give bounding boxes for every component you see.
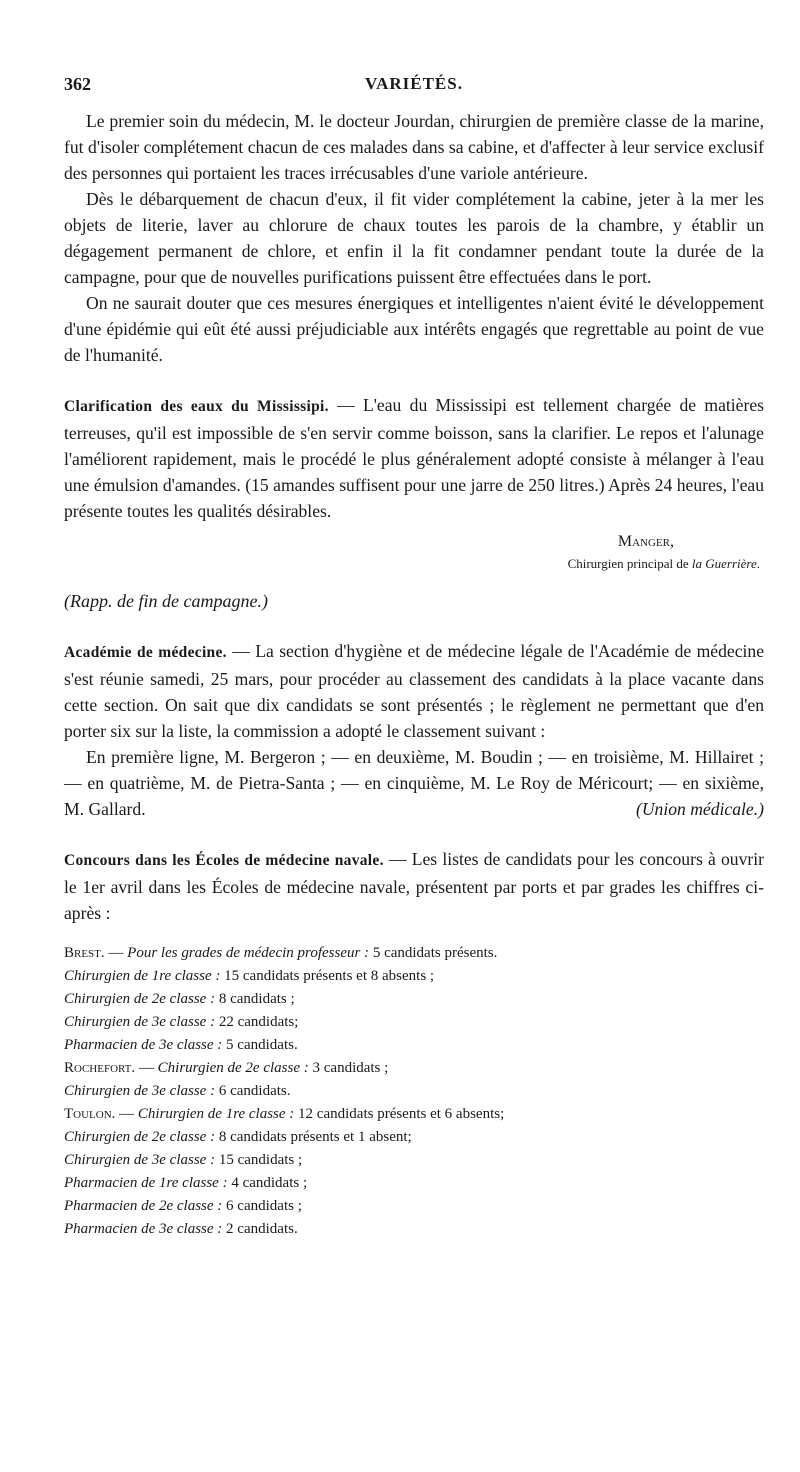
mississippi-paragraph bbox=[64, 392, 764, 524]
list-item: Chirurgien de 3e classe : 6 candidats. bbox=[64, 1083, 291, 1099]
list-item: Pharmacien de 1re classe : 4 candidats ; bbox=[64, 1175, 308, 1191]
concours-paragraph bbox=[64, 846, 764, 926]
page-header bbox=[64, 74, 764, 104]
list-item: Chirurgien de 2e classe : 8 candidats présents et 1 absent; bbox=[64, 1129, 412, 1145]
academie-source: (Union médicale.) bbox=[635, 799, 764, 819]
section-title-concours: Concours dans les Écoles de médecine navale. bbox=[64, 852, 384, 869]
list-item: Pharmacien de 3e classe : 5 candidats. bbox=[64, 1037, 298, 1053]
signature-role: Chirurgien principal de la Guerrière. bbox=[567, 556, 760, 571]
intro-paragraph-3: On ne saurait douter que ces mesures énergiques et intelligentes n'aient évité le développement d'une épidémie qui eût été aussi préjudiciable aux intérêts engagés que regrettable au point de vue de l'humanité. bbox=[64, 293, 764, 365]
intro-paragraph-2: Dès le débarquement de chacun d'eux, il fit vider complétement la cabine, jeter à la mer les objets de literie, laver au chlorure de chaux toutes les parois de la chambre, y établir un dégagement permanent de chlore, et enfin il la fit condamner pendant toute la durée de la campagne, pour que de nouvelles purifications puissent être effectuées dans le port. bbox=[64, 189, 764, 287]
section-title-academie: Académie de médecine. bbox=[64, 644, 227, 661]
page-number: 362 bbox=[64, 74, 91, 94]
list-item: Chirurgien de 1re classe : 15 candidats présents et 8 absents ; bbox=[64, 968, 435, 984]
list-item: Pharmacien de 2e classe : 6 candidats ; bbox=[64, 1198, 302, 1214]
list-item: Chirurgien de 3e classe : 22 candidats; bbox=[64, 1014, 299, 1030]
section-academie bbox=[64, 638, 764, 822]
concours-text: — Les listes de candidats pour les concours à ouvrir le 1er avril dans les Écoles de médecine navale, présentent par ports et par grades les chiffres ci-après : bbox=[64, 849, 764, 923]
academie-text: — La section d'hygiène et de médecine légale de l'Académie de médecine s'est réunie samedi, 25 mars, pour procéder au classement des candidats à la place vacante dans cette section. On sait que dix candidats se sont présentés ; le règlement ne permettant que d'en porter six sur la liste, la commission a adopté le classement suivant : bbox=[64, 641, 764, 741]
candidates-list bbox=[64, 942, 764, 1241]
intro-paragraph-1: Le premier soin du médecin, M. le docteur Jourdan, chirurgien de première classe de la marine, fut d'isoler complétement chacun de ces malades dans sa cabine, et d'affecter à leur service exclusif des personnes qui portaient les traces irrécusables d'une variole antérieure. bbox=[64, 111, 764, 183]
section-concours bbox=[64, 846, 764, 1241]
mississippi-text: — L'eau du Mississipi est tellement chargée de matières terreuses, qu'il est impossible de s'en servir comme boisson, sans la clarifier. Le repos et l'alunage l'améliorent rapidement, mais le procédé le plus généralement adopté consiste à mélanger à l'eau une émulsion d'amandes. (15 amandes suffisent pour une jarre de 250 litres.) Après 24 heures, l'eau présente toutes les qualités désirables. bbox=[64, 395, 764, 521]
signature-name: Manger, bbox=[617, 533, 674, 550]
mississippi-source: (Rapp. de fin de campagne.) bbox=[64, 591, 268, 611]
list-item: Toulon. — Chirurgien de 1re classe : 12 candidats présents et 6 absents; bbox=[64, 1106, 505, 1122]
list-item: Chirurgien de 3e classe : 15 candidats ; bbox=[64, 1152, 303, 1168]
section-mississippi bbox=[64, 392, 764, 614]
section-title-mississippi: Clarification des eaux du Mississipi. bbox=[64, 398, 329, 415]
signature-ship: la Guerrière bbox=[691, 556, 757, 571]
list-item: Pharmacien de 3e classe : 2 candidats. bbox=[64, 1221, 298, 1237]
academie-paragraph bbox=[64, 638, 764, 744]
academie-ranking: En première ligne, M. Bergeron ; — en deuxième, M. Boudin ; — en troisième, M. Hillairet ; — en quatrième, M. de Pietra-Santa ; — en cinquième, M. Le Roy de Méricourt; — en sixième, M. Gallard. (Union médicale.) bbox=[64, 744, 764, 822]
list-item: Rochefort. — Chirurgien de 2e classe : 3 candidats ; bbox=[64, 1060, 389, 1076]
running-title: VARIÉTÉS. bbox=[365, 74, 463, 93]
list-item: Brest. — Pour les grades de médecin professeur : 5 candidats présents. bbox=[64, 945, 498, 961]
document-page bbox=[64, 74, 764, 1241]
list-item: Chirurgien de 2e classe : 8 candidats ; bbox=[64, 991, 295, 1007]
